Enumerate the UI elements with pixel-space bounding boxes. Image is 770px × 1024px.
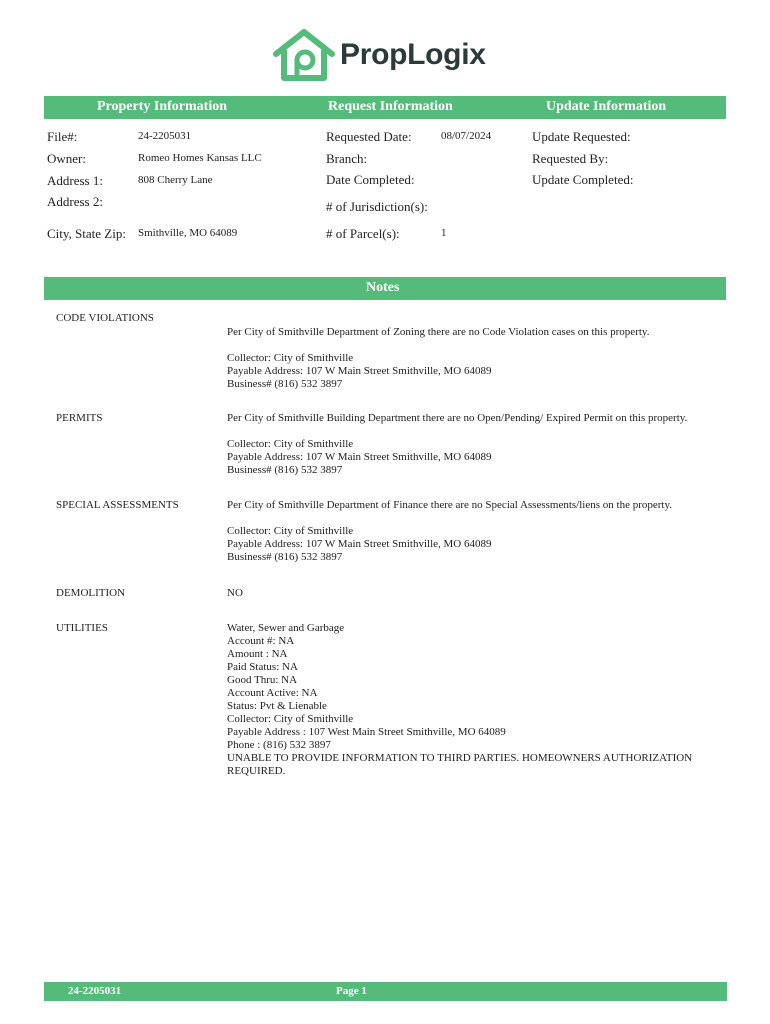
requested-date-label: Requested Date: [326, 129, 412, 144]
jurisdictions-label: # of Jurisdiction(s): [326, 199, 428, 214]
owner-label: Owner: [47, 151, 86, 166]
property-info-heading: Property Information [97, 99, 227, 114]
code-violations-text: Per City of Smithville Department of Zoning there are no Code Violation cases on this property. Collector: City of Smithville Payable Address: 107 W Main Street Smithville, MO 64089 Business# (816) 532 3897 [227, 326, 650, 390]
owner-value: Romeo Homes Kansas LLC [138, 152, 262, 164]
update-requested-label: Update Requested: [532, 129, 631, 144]
proplogix-logo [272, 28, 486, 82]
utilities-label: UTILITIES [56, 622, 108, 634]
city-state-zip-label: City, State Zip: [47, 226, 126, 241]
file-value: 24-2205031 [138, 130, 192, 142]
branch-label: Branch: [326, 151, 368, 166]
date-completed-label: Date Completed: [326, 172, 415, 187]
requested-date-value: 08/07/2024 [441, 130, 492, 142]
demolition-text: NO [227, 587, 243, 599]
demolition-label: DEMOLITION [56, 587, 126, 599]
parcels-label: # of Parcel(s): [326, 226, 400, 241]
address1-label: Address 1: [47, 173, 103, 188]
info-header-bar [44, 96, 726, 119]
update-info-heading: Update Information [546, 99, 667, 114]
parcels-value: 1 [441, 227, 447, 239]
permits-label: PERMITS [56, 412, 103, 424]
special-assessments-text: Per City of Smithville Department of Finance there are no Special Assessments/liens on the property. Collector: City of Smithville Payable Address: 107 W Main Street Smithville, MO 64089 Business# (816) 532 3897 [227, 499, 672, 563]
city-state-zip-value: Smithville, MO 64089 [138, 227, 238, 239]
request-info-heading: Request Information [328, 99, 453, 114]
address2-label: Address 2: [47, 194, 103, 209]
permits-text: Per City of Smithville Building Department there are no Open/Pending/ Expired Permit on this property. Collector: City of Smithville Payable Address: 107 W Main Street Smithville, MO 64089 Business# (816) 532 3897 [227, 412, 688, 476]
brand-name: PropLogix [340, 38, 486, 71]
utilities-text: Water, Sewer and Garbage Account #: NA Amount : NA Paid Status: NA Good Thru: NA Account Active: NA Status: Pvt & Lienable Collector: City of Smithville Payable Address : 107 West Main Street Smithville, MO 64089 Phone : (816) 532 3897 UNABLE TO PROVIDE INFORMATION TO THIRD PARTIES. HOMEOWNERS AUTHORIZATION REQUIRED. [227, 622, 693, 777]
page-footer [44, 982, 727, 1001]
house-p-icon [272, 28, 336, 82]
notes-header-bar [44, 277, 726, 300]
requested-by-label: Requested By: [532, 151, 609, 166]
footer-file-number: 24-2205031 [68, 985, 122, 997]
notes-heading: Notes [366, 280, 400, 295]
special-assessments-label: SPECIAL ASSESSMENTS [56, 499, 179, 511]
footer-page-number: Page 1 [336, 985, 367, 997]
update-completed-label: Update Completed: [532, 172, 634, 187]
address1-value: 808 Cherry Lane [138, 174, 213, 186]
file-label: File#: [47, 129, 78, 144]
code-violations-label: CODE VIOLATIONS [56, 312, 154, 324]
